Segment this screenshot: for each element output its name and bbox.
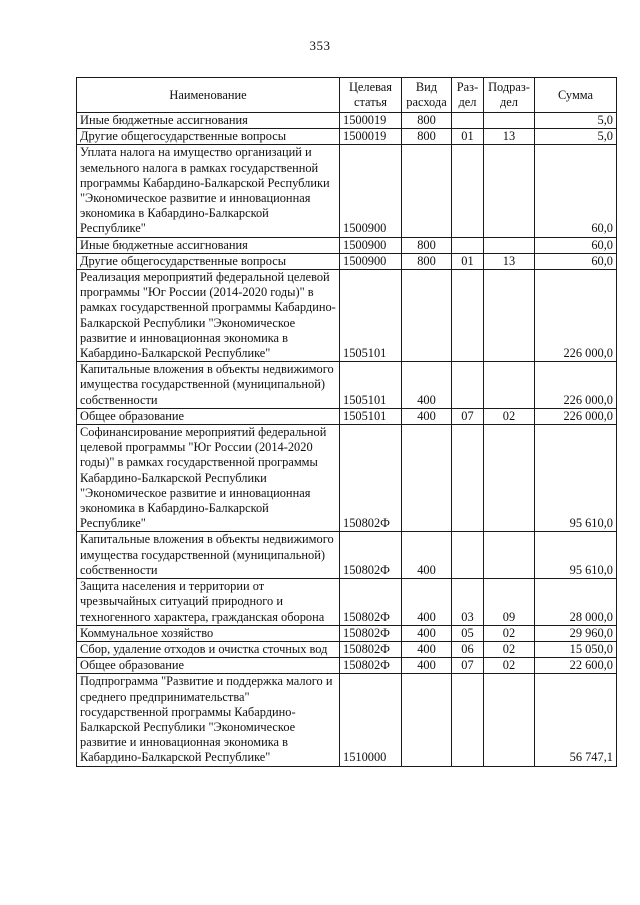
row-subsection	[484, 145, 535, 237]
header-expense-type: Вид расхода	[402, 78, 452, 113]
header-subsection: Подраз-дел	[484, 78, 535, 113]
budget-table	[76, 77, 617, 767]
row-type: 800	[402, 129, 452, 145]
row-type: 400	[402, 532, 452, 579]
row-subsection: 02	[484, 658, 535, 674]
row-type: 400	[402, 362, 452, 409]
row-article: 1505101	[340, 270, 402, 362]
row-name: Подпрограмма "Развитие и поддержка малого и среднего предпринимательства" государственной программы Кабардино-Балкарской Республики "Экономическое развитие и инновационная экономика в Кабардино-Балкарской Республике"	[77, 674, 340, 766]
header-amount: Сумма	[535, 78, 617, 113]
row-amount: 95 610,0	[535, 425, 617, 532]
table-row	[77, 145, 617, 237]
row-article: 150802Ф	[340, 425, 402, 532]
row-section: 01	[452, 129, 484, 145]
row-section	[452, 674, 484, 766]
row-subsection	[484, 674, 535, 766]
row-amount: 226 000,0	[535, 408, 617, 424]
row-subsection	[484, 362, 535, 409]
table-row	[77, 425, 617, 532]
row-subsection	[484, 237, 535, 253]
table-row	[77, 641, 617, 657]
row-section	[452, 270, 484, 362]
table-row	[77, 532, 617, 579]
row-article: 1500900	[340, 237, 402, 253]
table-row	[77, 113, 617, 129]
row-subsection: 13	[484, 253, 535, 269]
row-type	[402, 270, 452, 362]
row-name: Другие общегосударственные вопросы	[77, 253, 340, 269]
row-section	[452, 145, 484, 237]
row-type	[402, 145, 452, 237]
row-article: 150802Ф	[340, 579, 402, 626]
row-subsection: 02	[484, 625, 535, 641]
row-article: 1500019	[340, 129, 402, 145]
row-section: 05	[452, 625, 484, 641]
row-section: 01	[452, 253, 484, 269]
row-name: Иные бюджетные ассигнования	[77, 113, 340, 129]
row-subsection	[484, 532, 535, 579]
row-amount: 28 000,0	[535, 579, 617, 626]
header-name: Наименование	[77, 78, 340, 113]
row-type: 800	[402, 253, 452, 269]
row-article: 1505101	[340, 362, 402, 409]
table-row	[77, 362, 617, 409]
row-name: Защита населения и территории от чрезвычайных ситуаций природного и техногенного характера, гражданская оборона	[77, 579, 340, 626]
header-target-article: Целевая статья	[340, 78, 402, 113]
row-amount: 5,0	[535, 113, 617, 129]
row-amount: 15 050,0	[535, 641, 617, 657]
row-name: Сбор, удаление отходов и очистка сточных вод	[77, 641, 340, 657]
row-amount: 60,0	[535, 237, 617, 253]
table-row	[77, 129, 617, 145]
row-section	[452, 113, 484, 129]
table-row	[77, 674, 617, 766]
row-type: 400	[402, 579, 452, 626]
row-amount: 5,0	[535, 129, 617, 145]
row-name: Уплата налога на имущество организаций и земельного налога в рамках государственной программы Кабардино-Балкарской Республики "Экономическое развитие и инновационная экономика в Кабардино-Балкарской Республике"	[77, 145, 340, 237]
row-section	[452, 532, 484, 579]
row-amount: 60,0	[535, 145, 617, 237]
table-row	[77, 625, 617, 641]
table-row	[77, 579, 617, 626]
row-name: Капитальные вложения в объекты недвижимого имущества государственной (муниципальной) собственности	[77, 362, 340, 409]
row-type	[402, 674, 452, 766]
row-article: 150802Ф	[340, 532, 402, 579]
row-type: 800	[402, 237, 452, 253]
table-row	[77, 658, 617, 674]
table-row	[77, 237, 617, 253]
row-article: 150802Ф	[340, 625, 402, 641]
row-subsection	[484, 113, 535, 129]
page-number: 353	[309, 38, 331, 53]
row-subsection: 02	[484, 408, 535, 424]
row-article: 150802Ф	[340, 641, 402, 657]
row-subsection: 09	[484, 579, 535, 626]
row-type: 400	[402, 641, 452, 657]
row-name: Софинансирование мероприятий федеральной целевой программы "Юг России (2014-2020 годы)" в рамках государственной программы Кабардино-Балкарской Республики "Экономическое развитие и инновационная экономика в Кабардино-Балкарской Республике"	[77, 425, 340, 532]
row-amount: 226 000,0	[535, 362, 617, 409]
row-type: 400	[402, 625, 452, 641]
row-section	[452, 237, 484, 253]
table-row	[77, 408, 617, 424]
row-subsection	[484, 425, 535, 532]
row-amount: 56 747,1	[535, 674, 617, 766]
row-section	[452, 362, 484, 409]
row-name: Коммунальное хозяйство	[77, 625, 340, 641]
row-section: 06	[452, 641, 484, 657]
row-section	[452, 425, 484, 532]
row-amount: 60,0	[535, 253, 617, 269]
row-article: 1505101	[340, 408, 402, 424]
row-amount: 226 000,0	[535, 270, 617, 362]
row-section: 07	[452, 658, 484, 674]
row-type: 400	[402, 658, 452, 674]
row-name: Иные бюджетные ассигнования	[77, 237, 340, 253]
row-type: 800	[402, 113, 452, 129]
row-subsection: 02	[484, 641, 535, 657]
table-row	[77, 253, 617, 269]
row-article: 1500019	[340, 113, 402, 129]
row-name: Общее образование	[77, 408, 340, 424]
table-row	[77, 270, 617, 362]
row-name: Общее образование	[77, 658, 340, 674]
row-type	[402, 425, 452, 532]
row-article: 150802Ф	[340, 658, 402, 674]
row-section: 03	[452, 579, 484, 626]
row-article: 1510000	[340, 674, 402, 766]
row-amount: 22 600,0	[535, 658, 617, 674]
row-name: Реализация мероприятий федеральной целевой программы "Юг России (2014-2020 годы)" в рамках государственной программы Кабардино-Балкарской Республики "Экономическое развитие и инновационная экономика в Кабардино-Балкарской Республике"	[77, 270, 340, 362]
row-name: Капитальные вложения в объекты недвижимого имущества государственной (муниципальной) собственности	[77, 532, 340, 579]
row-article: 1500900	[340, 145, 402, 237]
row-section: 07	[452, 408, 484, 424]
row-type: 400	[402, 408, 452, 424]
table-header-row	[77, 78, 617, 113]
row-amount: 29 960,0	[535, 625, 617, 641]
header-section: Раз-дел	[452, 78, 484, 113]
row-subsection: 13	[484, 129, 535, 145]
row-article: 1500900	[340, 253, 402, 269]
row-amount: 95 610,0	[535, 532, 617, 579]
row-subsection	[484, 270, 535, 362]
row-name: Другие общегосударственные вопросы	[77, 129, 340, 145]
